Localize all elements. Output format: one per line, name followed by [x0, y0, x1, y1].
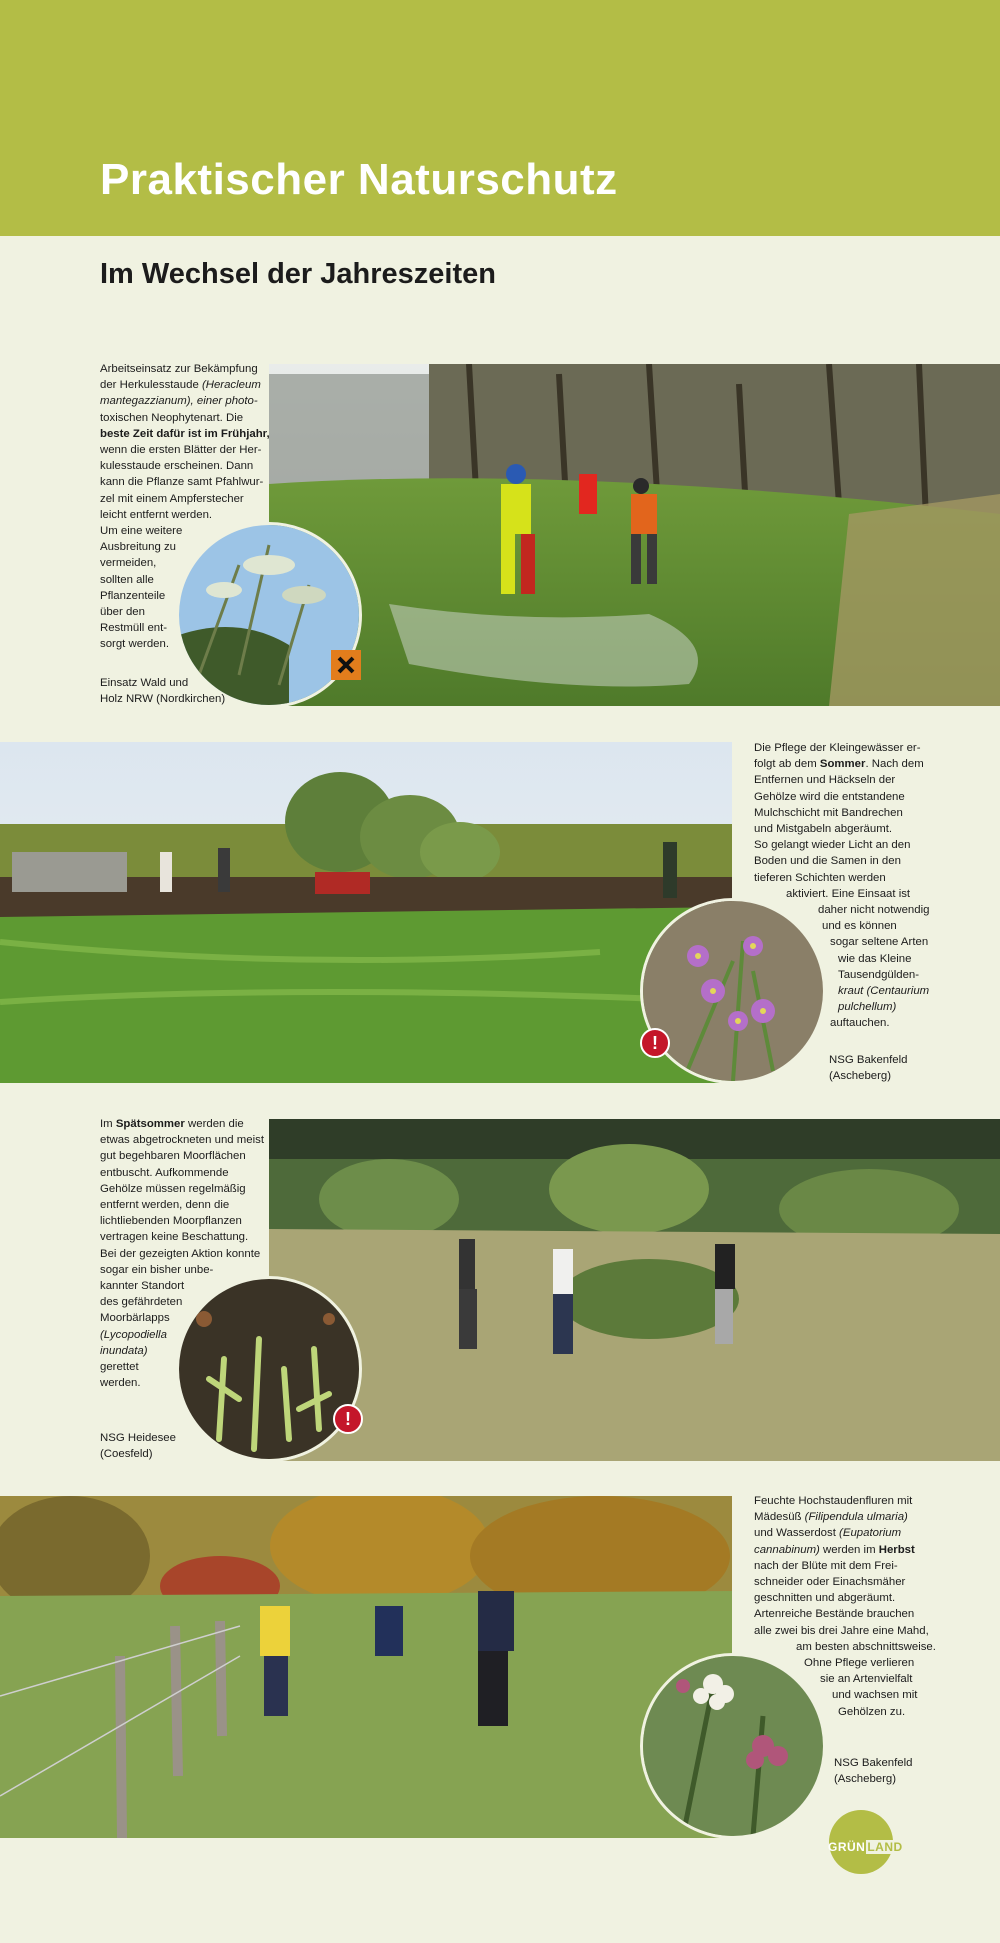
text-line: vermeiden, [100, 557, 157, 570]
text-line: sie an Artenvielfalt [820, 1673, 913, 1686]
section-4-caption [834, 1755, 984, 1787]
text-line: Bei der gezeigten Aktion konnte [100, 1247, 261, 1260]
text-line: der Herkulesstaude (Heracleum [100, 379, 261, 392]
text-line: gut begehbaren Moorflächen [100, 1150, 246, 1163]
text-line: auftauchen. [830, 1017, 890, 1030]
text-line: aktiviert. Eine Einsaat ist [786, 887, 911, 900]
section-4-text [754, 1493, 964, 1720]
text-line: und es können [822, 920, 897, 933]
exclamation-icon: ! [333, 1404, 363, 1434]
gruenland-logo-text: GRÜN LAND [828, 1840, 903, 1854]
text-line: kann die Pflanze samt Pfahlwur- [100, 476, 264, 489]
section-2-caption [829, 1052, 979, 1084]
exclamation-icon: ! [640, 1028, 670, 1058]
text-line: Moorbärlapps [100, 1312, 170, 1325]
text-line: über den [100, 606, 145, 619]
text-line: Boden und die Samen in den [754, 855, 901, 868]
text-line: zel mit einem Ampferstecher [100, 492, 244, 505]
caption-line: NSG Heidesee [100, 1432, 176, 1444]
text-line: Die Pflege der Kleingewässer er- [754, 742, 921, 754]
text-line: geschnitten und abgeräumt. [754, 1592, 896, 1605]
text-line: mantegazzianum), einer photo- [100, 395, 258, 408]
text-line: cannabinum) werden im Herbst [754, 1543, 915, 1556]
text-line: Im Spätsommer werden die [100, 1118, 244, 1130]
caption-line: (Ascheberg) [829, 1070, 892, 1083]
caption-line: (Coesfeld) [100, 1448, 153, 1461]
text-line: sogar seltene Arten [830, 936, 929, 949]
caption-line: Holz NRW (Nordkirchen) [100, 693, 226, 706]
section-1-text [100, 361, 276, 653]
text-line: und wachsen mit [832, 1689, 918, 1702]
text-line: Gehölze müssen regelmäßig [100, 1182, 246, 1195]
text-line: Feuchte Hochstaudenfluren mit [754, 1495, 913, 1507]
text-line: Ausbreitung zu [100, 541, 176, 554]
text-line: sorgt werden. [100, 638, 170, 651]
text-line: wenn die ersten Blätter der Her- [100, 444, 262, 457]
photo-moor-entbuschung [269, 1119, 1000, 1461]
caption-line: NSG Bakenfeld [834, 1757, 913, 1769]
text-line: alle zwei bis drei Jahre eine Mahd, [754, 1624, 929, 1637]
text-line: nach der Blüte mit dem Frei- [754, 1559, 898, 1572]
photo-hochstaudenflur-mahd [0, 1496, 732, 1838]
text-line: Tausendgülden- [838, 968, 920, 981]
text-line: toxischen Neophytenart. Die [100, 411, 244, 424]
text-line: sollten alle [100, 573, 154, 586]
text-line: Um eine weitere [100, 525, 183, 538]
text-line: tieferen Schichten werden [754, 871, 886, 884]
text-line: (Lycopodiella [100, 1328, 167, 1341]
text-line: So gelangt wieder Licht an den [754, 839, 911, 852]
text-line: Pflanzenteile [100, 589, 166, 602]
text-line: inundata) [100, 1344, 148, 1357]
text-line: Mulchschicht mit Bandrechen [754, 806, 903, 819]
text-line: des gefährdeten [100, 1296, 183, 1309]
text-line: daher nicht notwendig [818, 904, 930, 917]
text-line: Gehölze wird die entstandene [754, 790, 905, 803]
text-line: gerettet [100, 1361, 139, 1374]
caption-line: NSG Bakenfeld [829, 1054, 908, 1066]
text-line: Gehölzen zu. [838, 1705, 906, 1718]
page-subtitle: Im Wechsel der Jahreszeiten [100, 258, 496, 290]
page-title: Praktischer Naturschutz [100, 155, 618, 204]
caption-line: Einsatz Wald und [100, 677, 189, 689]
text-line: und Mistgabeln abgeräumt. [754, 823, 893, 836]
photo-kleingewaesser-pflege [0, 742, 732, 1083]
text-line: Restmüll ent- [100, 622, 168, 635]
toxic-x-icon [331, 650, 361, 680]
text-line: Ohne Pflege verlieren [804, 1657, 915, 1670]
text-line: folgt ab dem Sommer. Nach dem [754, 758, 924, 771]
text-line: Mädesüß (Filipendula ulmaria) [754, 1511, 908, 1524]
text-line: pulchellum) [838, 1001, 897, 1014]
caption-line: (Ascheberg) [834, 1773, 897, 1786]
text-line: sogar ein bisher unbe- [100, 1263, 214, 1276]
text-line: leicht entfernt werden. [100, 508, 213, 521]
text-line: etwas abgetrockneten und meist [100, 1134, 264, 1147]
text-line: kraut (Centaurium [838, 985, 930, 998]
section-1-caption [100, 675, 280, 707]
text-line: Artenreiche Bestände brauchen [754, 1608, 915, 1621]
text-line: Arbeitseinsatz zur Bekämpfung [100, 363, 258, 375]
photo-herkulesstaude-einsatz [269, 364, 1000, 706]
text-line: werden. [100, 1377, 141, 1390]
text-line: und Wasserdost (Eupatorium [754, 1527, 902, 1540]
text-line: beste Zeit dafür ist im Frühjahr, [100, 427, 270, 440]
text-line: schneider oder Einachsmäher [754, 1576, 906, 1589]
section-2-text [754, 740, 954, 1032]
text-line: entbuscht. Aufkommende [100, 1166, 229, 1179]
text-line: wie das Kleine [838, 952, 912, 965]
section-3-text [100, 1116, 280, 1391]
text-line: lichtliebenden Moorpflanzen [100, 1215, 242, 1228]
text-line: vertragen keine Beschattung. [100, 1231, 249, 1244]
text-line: Entfernen und Häckseln der [754, 774, 896, 787]
text-line: kulesstaude erscheinen. Dann [100, 460, 254, 473]
text-line: entfernt werden, denn die [100, 1199, 230, 1212]
text-line: am besten abschnittsweise. [796, 1640, 936, 1653]
section-3-caption [100, 1430, 260, 1462]
text-line: kannter Standort [100, 1280, 185, 1293]
